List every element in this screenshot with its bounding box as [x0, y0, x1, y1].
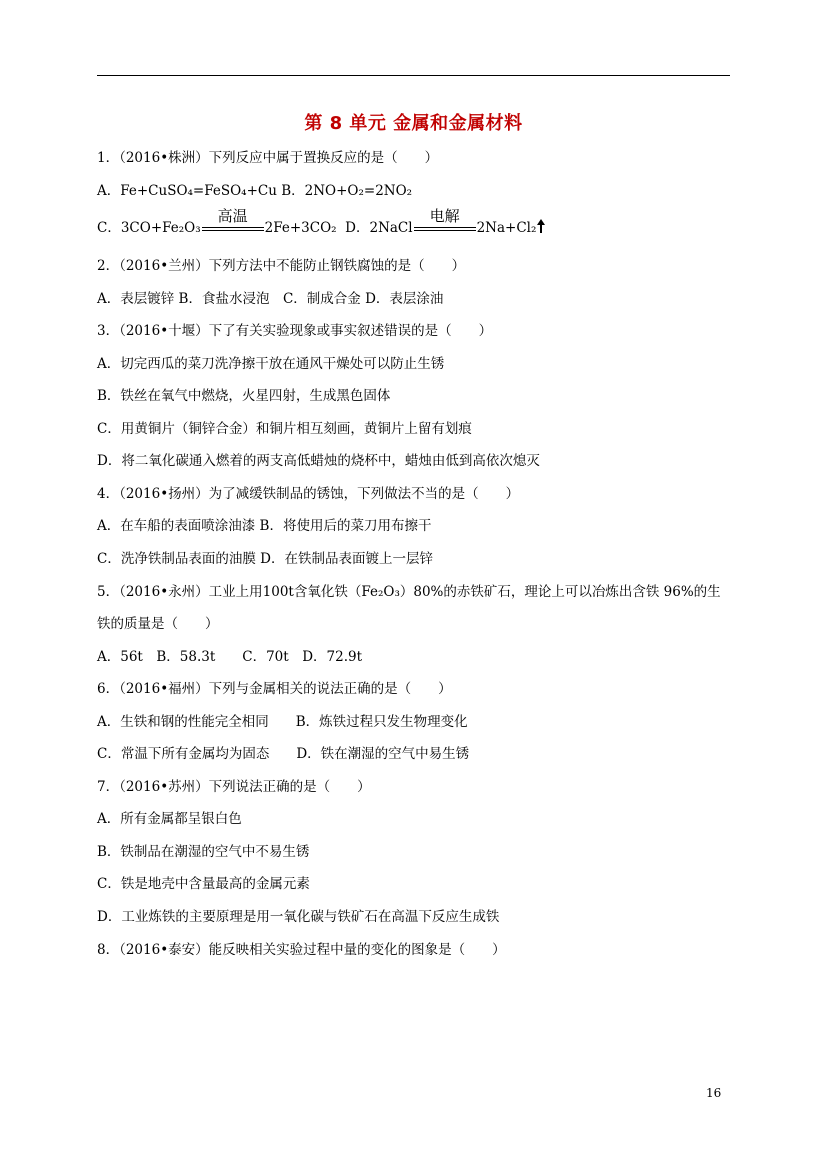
question-5-stem-line2: 铁的质量是（ ） [97, 616, 219, 632]
question-4-options-ab: A．在车船的表面喷涂油漆 B．将使用后的菜刀用布擦干 [97, 518, 432, 534]
question-6-stem: 6．（2016•福州）下列与金属相关的说法正确的是（ ） [97, 681, 452, 697]
question-7-stem: 7．（2016•苏州）下列说法正确的是（ ） [97, 779, 371, 795]
question-3-stem: 3．（2016•十堰）下了有关实验现象或事实叙述错误的是（ ） [97, 323, 493, 339]
question-3-option-c: C．用黄铜片（铜锌合金）和铜片相互刻画，黄铜片上留有划痕 [97, 421, 472, 437]
option-d-reactants: D．2NaCl [345, 220, 413, 236]
question-7-option-b: B．铁制品在潮湿的空气中不易生锈 [97, 844, 310, 860]
question-5-options: A．56t B．58.3t C．70t D．72.9t [97, 649, 362, 665]
reaction-condition-high-temp [202, 207, 264, 237]
question-6-options-cd: C．常温下所有金属均为固态 D．铁在潮湿的空气中易生锈 [97, 746, 470, 762]
question-7-option-c: C．铁是地壳中含量最高的金属元素 [97, 876, 310, 892]
question-8-stem: 8．（2016•泰安）能反映相关实验过程中量的变化的图象是（ ） [97, 942, 506, 958]
question-3-option-b: B．铁丝在氧气中燃烧，火星四射，生成黑色固体 [97, 388, 391, 404]
question-1-options-cd [97, 207, 544, 237]
question-2-options: A．表层镀锌 B．食盐水浸泡 C．制成合金 D．表层涂油 [97, 291, 444, 307]
option-c-products: 2Fe+3CO₂ [264, 220, 337, 236]
condition-label: 电解 [429, 207, 460, 225]
question-2-stem: 2．（2016•兰州）下列方法中不能防止钢铁腐蚀的是（ ） [97, 258, 466, 274]
question-3-option-d: D．将二氧化碳通入燃着的两支高低蜡烛的烧杯中，蜡烛由低到高依次熄灭 [97, 453, 540, 469]
question-4-stem: 4．（2016•扬州）为了减缓铁制品的锈蚀，下列做法不当的是（ ） [97, 486, 520, 502]
page-title: 第 8 单元 金属和金属材料 [304, 113, 523, 134]
question-5-stem-line1: 5．（2016•永州）工业上用100t含氧化铁（Fe₂O₃）80%的赤铁矿石，理论上可以冶炼出含铁 96%的生 [97, 584, 721, 600]
question-7-option-a: A．所有金属都呈银白色 [97, 811, 242, 827]
option-c-reactants: C．3CO+Fe₂O₃ [97, 220, 201, 236]
question-1-options-ab: A．Fe+CuSO₄=FeSO₄+Cu B．2NO+O₂=2NO₂ [97, 183, 413, 199]
gas-arrow-icon [538, 219, 544, 233]
question-1-stem: 1．（2016•株洲）下列反应中属于置换反应的是（ ） [97, 150, 439, 166]
reaction-condition-electrolysis [414, 207, 476, 237]
question-4-options-cd: C．洗净铁制品表面的油膜 D．在铁制品表面镀上一层锌 [97, 551, 433, 567]
option-d-products: 2Na+Cl₂ [476, 220, 537, 236]
header-rule [97, 75, 730, 76]
condition-label: 高温 [217, 207, 248, 225]
question-3-option-a: A．切完西瓜的菜刀洗净擦干放在通风干燥处可以防止生锈 [97, 356, 445, 372]
page-number: 16 [706, 1086, 722, 1100]
question-6-options-ab: A．生铁和钢的性能完全相同 B．炼铁过程只发生物理变化 [97, 714, 468, 730]
question-7-option-d: D．工业炼铁的主要原理是用一氧化碳与铁矿石在高温下反应生成铁 [97, 909, 500, 925]
